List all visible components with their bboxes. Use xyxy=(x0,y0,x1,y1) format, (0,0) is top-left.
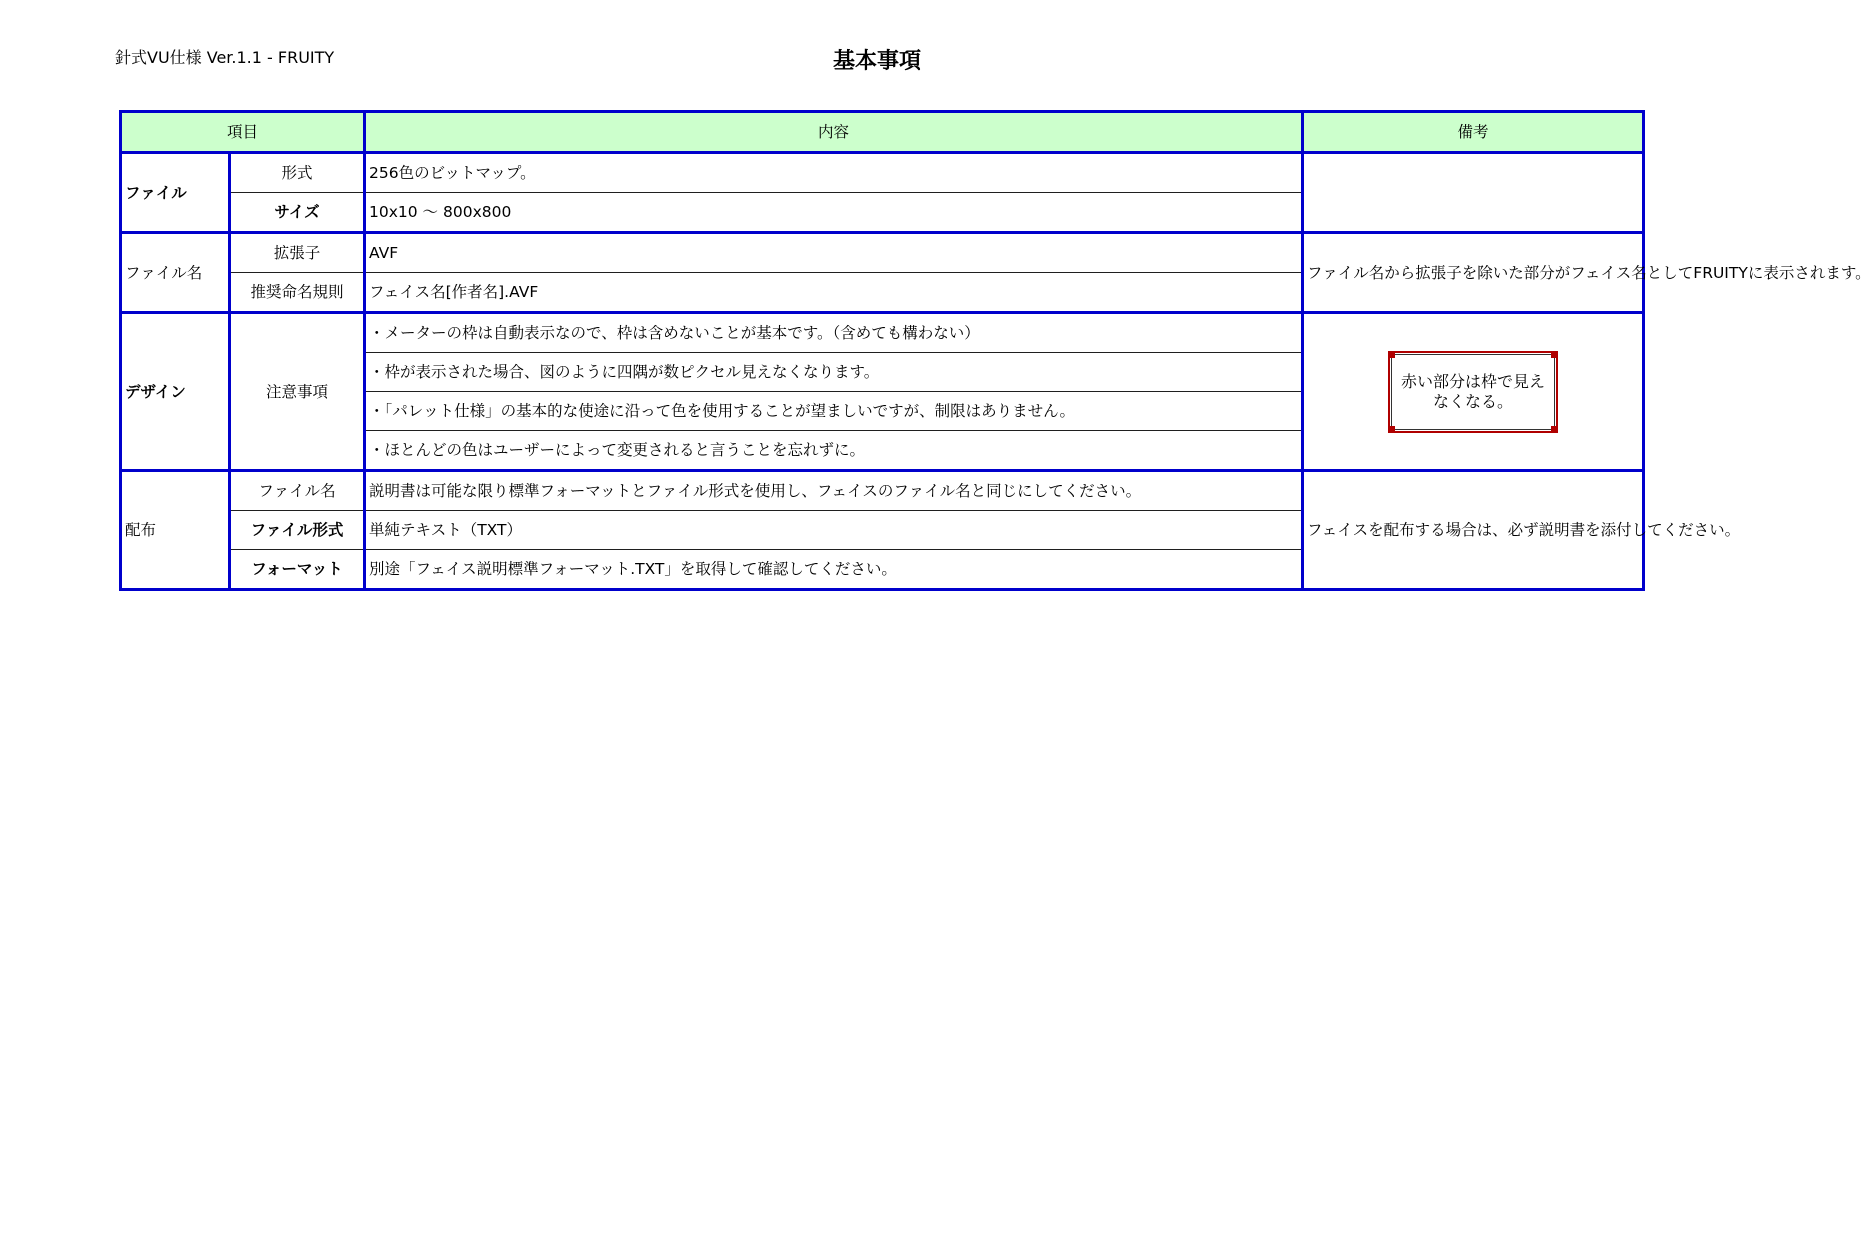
page-title: 基本事項 xyxy=(832,49,921,74)
corner-mark-icon xyxy=(1551,426,1558,433)
label-dist-format: フォーマット xyxy=(230,550,365,590)
corner-mark-icon xyxy=(1388,426,1395,433)
value-extension: AVF xyxy=(365,233,1303,273)
document-label: 針式VU仕様 Ver.1.1 - FRUITY xyxy=(115,48,335,67)
remark-file xyxy=(1303,153,1644,233)
label-dist-filetype: ファイル形式 xyxy=(230,511,365,550)
note-item: ・ほとんどの色はユーザーによって変更されると言うことを忘れずに。 xyxy=(365,431,1303,471)
value-dist-format: 別途「フェイス説明標準フォーマット.TXT」を取得して確認してください。 xyxy=(365,550,1303,590)
note-item: ・メーターの枠は自動表示なので、枠は含めないことが基本です。（含めても構わない） xyxy=(365,313,1303,353)
group-distribution: 配布 xyxy=(121,471,230,590)
note-item: ・枠が表示された場合、図のように四隅が数ピクセル見えなくなります。 xyxy=(365,353,1303,392)
table-row xyxy=(121,233,1644,273)
corner-mark-icon xyxy=(1551,351,1558,358)
note-item: ・「パレット仕様」の基本的な使途に沿って色を使用することが望ましいですが、制限はありません。 xyxy=(365,392,1303,431)
value-naming-rule: フェイス名[作者名].AVF xyxy=(365,273,1303,313)
corner-mark-icon xyxy=(1388,351,1395,358)
remark-filename: ファイル名から拡張子を除いた部分がフェイス名としてFRUITYに表示されます。 xyxy=(1303,233,1644,313)
table-row xyxy=(121,313,1644,353)
column-header-content: 内容 xyxy=(365,112,1303,153)
value-dist-filetype: 単純テキスト（TXT） xyxy=(365,511,1303,550)
label-format: 形式 xyxy=(230,153,365,193)
column-header-remarks: 備考 xyxy=(1303,112,1644,153)
remark-design xyxy=(1303,313,1644,471)
table-row xyxy=(121,153,1644,193)
column-header-item: 項目 xyxy=(121,112,365,153)
value-dist-filename: 説明書は可能な限り標準フォーマットとファイル形式を使用し、フェイスのファイル名と同じにしてください。 xyxy=(365,471,1303,511)
group-file: ファイル xyxy=(121,153,230,233)
value-size: 10x10 〜 800x800 xyxy=(365,193,1303,233)
header-row xyxy=(121,112,1644,153)
frame-figure xyxy=(1388,351,1558,433)
value-format: 256色のビットマップ。 xyxy=(365,153,1303,193)
label-naming-rule: 推奨命名規則 xyxy=(230,273,365,313)
table-row xyxy=(121,471,1644,511)
group-filename: ファイル名 xyxy=(121,233,230,313)
label-extension: 拡張子 xyxy=(230,233,365,273)
label-notes: 注意事項 xyxy=(230,313,365,471)
label-size: サイズ xyxy=(230,193,365,233)
spec-table xyxy=(119,110,1871,591)
group-design: デザイン xyxy=(121,313,230,471)
figure-caption: 赤い部分は枠で見えなくなる。 xyxy=(1401,371,1546,411)
remark-distribution: フェイスを配布する場合は、必ず説明書を添付してください。 xyxy=(1303,471,1644,590)
label-dist-filename: ファイル名 xyxy=(230,471,365,511)
